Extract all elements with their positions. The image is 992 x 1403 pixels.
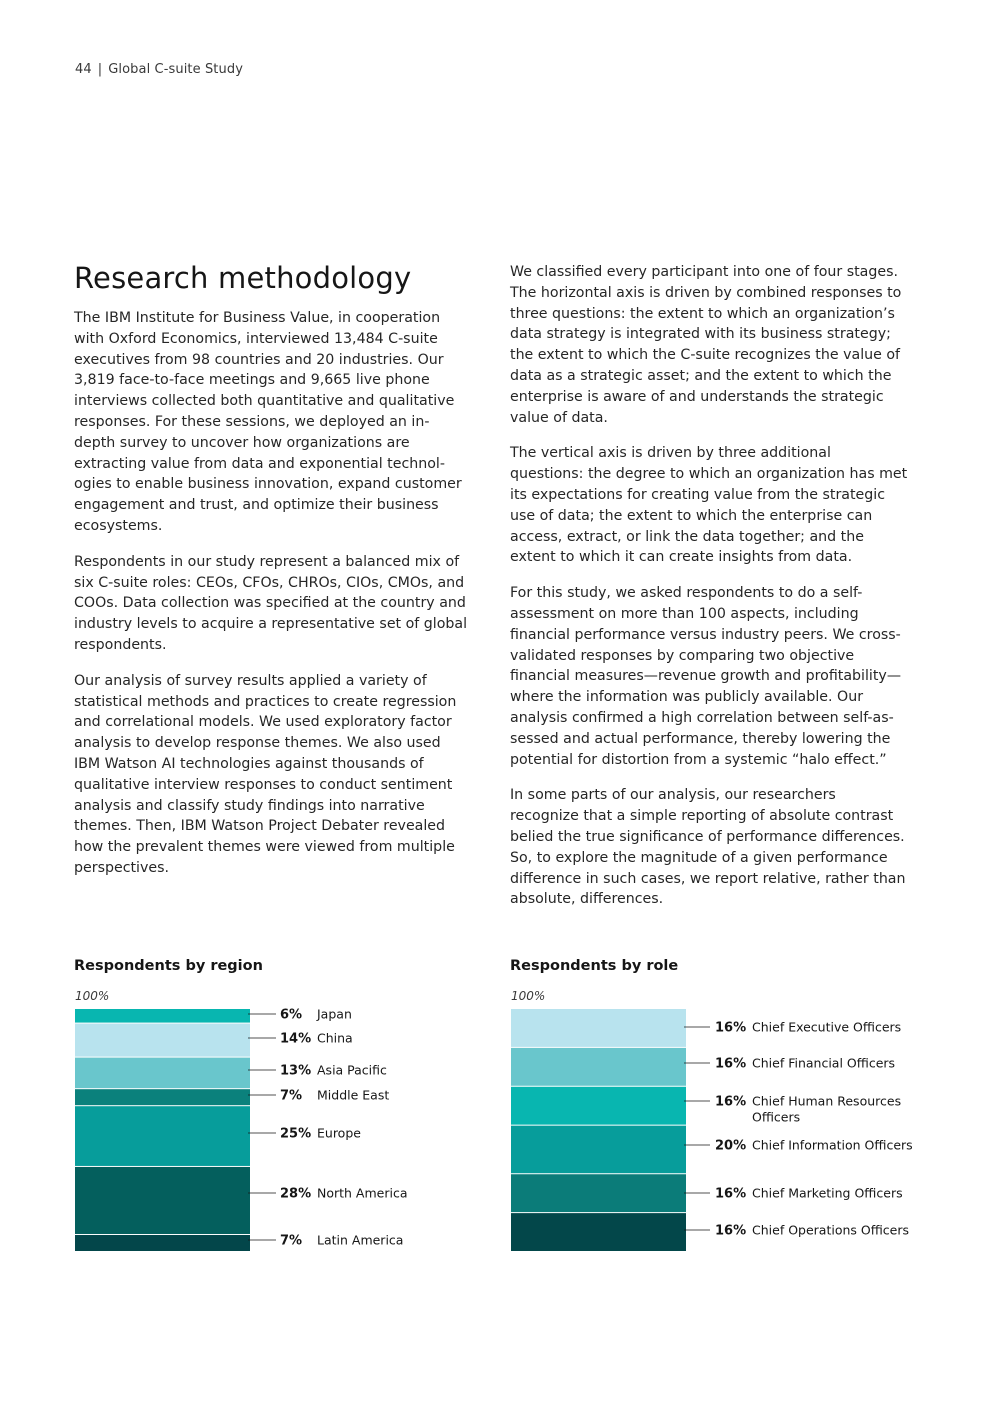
category-label-north-america: North America bbox=[317, 1185, 408, 1201]
paragraph: Our analysis of survey results applied a variety of statistical methods and practices to create regression and correlational models. We used exploratory factor analysis to develop response themes. We also used IBM Watson AI technologies against thousands of qualitative interview responses to conduct sentiment analysis and classify study findings into narrative themes. Then, IBM Watson Project Debater revealed how the prevalent themes were viewed from multiple perspectives. bbox=[74, 672, 457, 876]
paragraph: We classified every participant into one of four stages. The horizontal axis is driven by combined responses to three questions: the extent to which an organization’s data strategy is integrated with its business strategy; the extent to which the C-suite recognizes the value of data as a strategic asset; and the extent to which the enterprise is aware of and understands the strategic value of data. bbox=[510, 264, 902, 426]
publication-title: Global C-suite Study bbox=[108, 62, 243, 77]
category-label-japan: Japan bbox=[317, 1006, 352, 1022]
role-chart-title: Respondents by role bbox=[510, 958, 679, 974]
bar-segment-chief-executive-officers bbox=[511, 1009, 686, 1047]
bar-segment-chief-information-officers bbox=[511, 1126, 686, 1174]
category-label-middle-east: Middle East bbox=[317, 1087, 390, 1103]
value-label-chief-marketing-officers: 16% bbox=[715, 1186, 747, 1202]
region-chart bbox=[74, 958, 474, 1249]
category-label-latin-america: Latin America bbox=[317, 1232, 404, 1248]
value-label-chief-information-officers: 20% bbox=[715, 1138, 747, 1154]
bar-segment-asia-pacific bbox=[75, 1058, 250, 1089]
bar-segment-europe bbox=[75, 1106, 250, 1166]
category-label-europe: Europe bbox=[317, 1125, 361, 1141]
category-label-chief-human-resources-officers: Chief Human Resources Officers bbox=[752, 1093, 902, 1125]
value-label-chief-executive-officers: 16% bbox=[715, 1020, 747, 1036]
value-label-japan: 6% bbox=[280, 1007, 303, 1023]
left-column bbox=[74, 258, 468, 894]
region-chart-title: Respondents by region bbox=[74, 958, 263, 974]
bar-segment-chief-human-resources-officers bbox=[511, 1087, 686, 1125]
value-label-china: 14% bbox=[280, 1031, 312, 1047]
role-chart bbox=[510, 958, 930, 1239]
category-label-china: China bbox=[317, 1030, 353, 1046]
value-label-europe: 25% bbox=[280, 1126, 312, 1142]
right-column bbox=[510, 262, 908, 925]
category-label-chief-executive-officers: Chief Executive Officers bbox=[752, 1019, 902, 1035]
bar-segment-latin-america bbox=[75, 1235, 250, 1251]
category-label-chief-financial-officers: Chief Financial Officers bbox=[752, 1055, 896, 1071]
paragraph: For this study, we asked respondents to do a self-assessment on more than 100 aspects, including financial performance versus industry peers. We cross-validated responses by comparing two objective financial measures—revenue growth and profitability—where the information was publicly available. Our analysis confirmed a high correlation between self-assessed and actual performance, thereby lowering the potential for distortion from a systemic “halo effect.” bbox=[510, 585, 902, 768]
value-label-middle-east: 7% bbox=[280, 1088, 303, 1104]
bar-segment-chief-operations-officers bbox=[511, 1213, 686, 1251]
paragraph: Respondents in our study represent a balanced mix of six C-suite roles: CEOs, CFOs, CHROs, CIOs, CMOs, and COOs. Data collection was specified at the country and industry levels to acquire a representative set of global respondents. bbox=[74, 553, 468, 653]
category-label-chief-marketing-officers: Chief Marketing Officers bbox=[752, 1185, 903, 1201]
bar-segment-japan bbox=[75, 1009, 250, 1023]
page-title: Research methodology bbox=[74, 261, 412, 295]
bar-segment-north-america bbox=[75, 1167, 250, 1234]
paragraph: The IBM Institute for Business Value, in cooperation with Oxford Economics, interviewed 13,484 C-suite executives from 98 countries and 20 industries. Our 3,819 face-to-face meetings and 9,665 live phone interviews collected both quantitative and qualitative responses. For these sessions, we deployed an in-depth survey to uncover how organizations are extracting value from data and exponential technologies to enable business innovation, expand customer engagement and trust, and optimize their business ecosystems. bbox=[74, 310, 462, 534]
region-chart-scale-label: 100% bbox=[75, 989, 110, 1003]
bar-segment-chief-marketing-officers bbox=[511, 1174, 686, 1212]
paragraph: The vertical axis is driven by three additional questions: the degree to which an organization has met its expectations for creating value from the strategic use of data; the extent to which the enterprise can access, extract, or link the data together; and the extent to which it can create insights from data. bbox=[510, 445, 908, 566]
value-label-chief-operations-officers: 16% bbox=[715, 1223, 747, 1239]
page-number: 44 bbox=[75, 62, 92, 77]
region-stacked-bar bbox=[74, 958, 474, 1258]
value-label-chief-financial-officers: 16% bbox=[715, 1056, 747, 1072]
role-chart-scale-label: 100% bbox=[511, 989, 546, 1003]
role-stacked-bar bbox=[510, 958, 930, 1258]
value-label-chief-human-resources-officers: 16% bbox=[715, 1094, 747, 1110]
header-separator: | bbox=[97, 62, 103, 77]
bar-segment-china bbox=[75, 1024, 250, 1057]
category-label-asia-pacific: Asia Pacific bbox=[317, 1062, 387, 1078]
bar-segment-middle-east bbox=[75, 1089, 250, 1105]
category-label-chief-information-officers: Chief Information Officers bbox=[752, 1137, 913, 1153]
category-label-chief-operations-officers: Chief Operations Officers bbox=[752, 1222, 910, 1238]
value-label-north-america: 28% bbox=[280, 1186, 312, 1202]
paragraph: In some parts of our analysis, our researchers recognize that a simple reporting of absolute contrast belied the true significance of performance differences. So, to explore the magnitude of a given performance difference in such cases, we report relative, rather than absolute, differences. bbox=[510, 787, 906, 908]
running-header bbox=[75, 62, 243, 77]
value-label-asia-pacific: 13% bbox=[280, 1063, 312, 1079]
bar-segment-chief-financial-officers bbox=[511, 1048, 686, 1086]
value-label-latin-america: 7% bbox=[280, 1233, 303, 1249]
